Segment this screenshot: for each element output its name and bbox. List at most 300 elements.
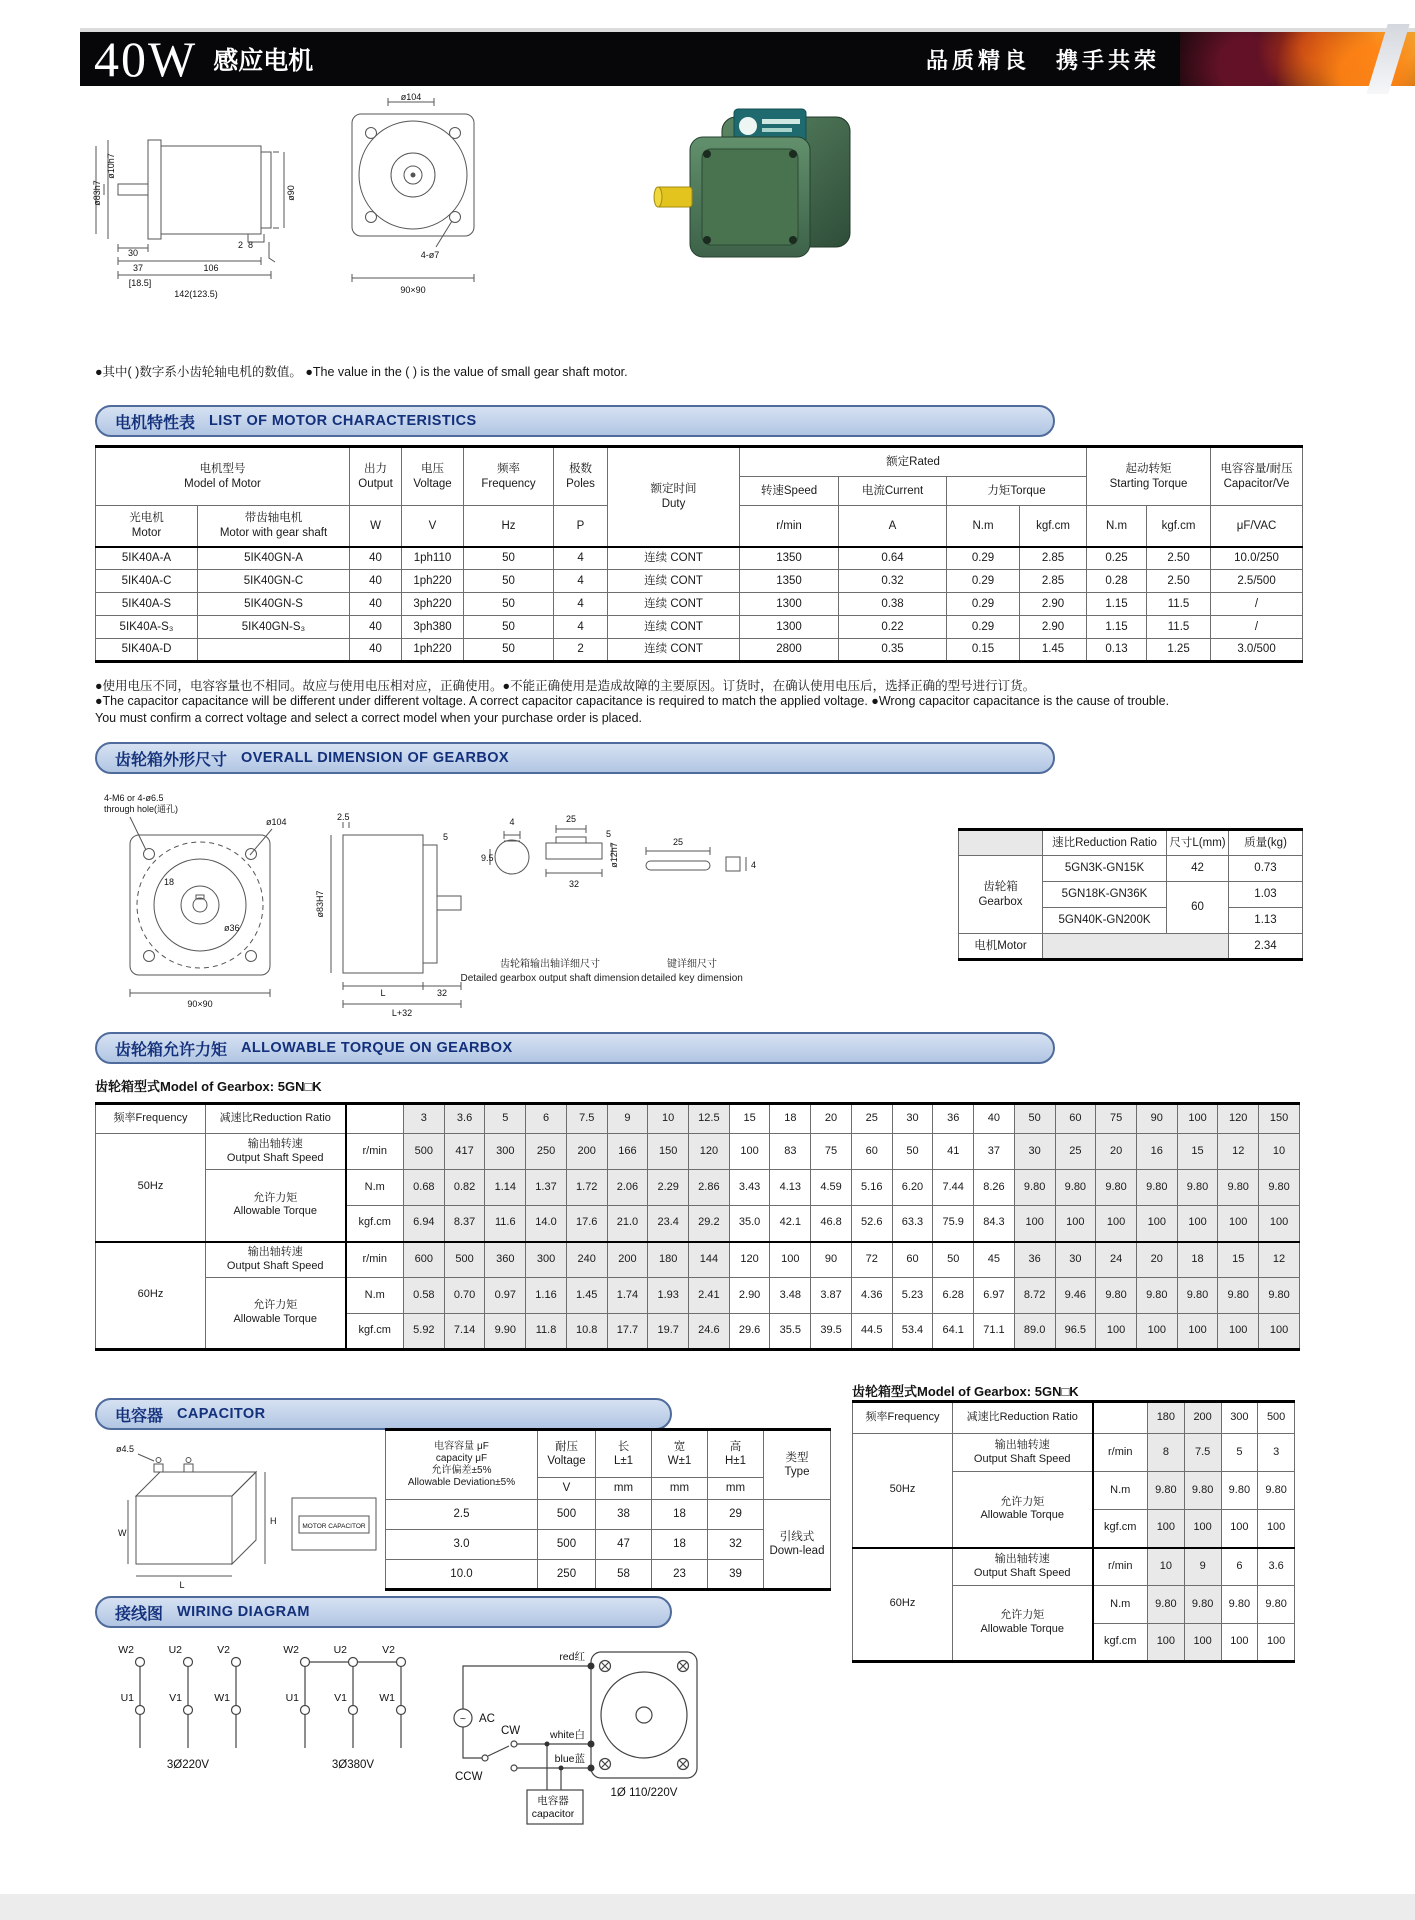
dim-boss-diameter: ø36: [224, 923, 240, 933]
section-title-cn: 电机特性表: [115, 414, 196, 432]
ratio-cell: 60: [1055, 1104, 1096, 1134]
speed-cell: 166: [607, 1134, 648, 1170]
torque-cell: 1.37: [526, 1170, 567, 1206]
speed-cell: 45: [974, 1242, 1015, 1278]
col-header-reduction-ratio: 速比Reduction Ratio: [1043, 830, 1167, 856]
table-cell: 40: [350, 547, 402, 570]
table-cell: 0.22: [839, 616, 947, 639]
dim-shaft-diameter: ø10h7: [106, 153, 116, 179]
speed-cell: 20: [1096, 1134, 1137, 1170]
ratio-cell: 3: [404, 1104, 445, 1134]
ratio-cell: 200: [1184, 1402, 1221, 1434]
speed-row: [96, 1242, 1300, 1278]
torque-cell: 9.46: [1055, 1278, 1096, 1314]
torque-cell: 9.80: [1177, 1170, 1218, 1206]
torque-cell: 100: [1218, 1206, 1259, 1242]
torque-cell: 6.20: [892, 1170, 933, 1206]
dim-mount-holes-2: through hole(通孔): [104, 804, 179, 814]
gearbox-side-view-drawing: [305, 790, 480, 1025]
unit-ufvac: μF/VAC: [1211, 506, 1303, 547]
unit-p: P: [554, 506, 608, 547]
ratio-cell: 12.5: [689, 1104, 730, 1134]
table-cell: 5IK40GN-S₃: [198, 616, 350, 639]
section-title-cn: 齿轮箱允许力矩: [115, 1041, 228, 1059]
terminal-label: W1: [379, 1692, 395, 1704]
gearbox-front-view-drawing: [100, 785, 305, 1030]
table-cell: 40: [350, 593, 402, 616]
dim-shaft-diameter: ø12h7: [609, 842, 619, 868]
dim-5: 5: [443, 832, 449, 842]
torque-cell: 5.92: [404, 1314, 445, 1350]
col-header-voltage: 耐压 Voltage: [538, 1430, 596, 1478]
torque-cell: 4.59: [811, 1170, 852, 1206]
torque-cell: 24.6: [689, 1314, 730, 1350]
table-cell: 1300: [740, 593, 839, 616]
unit-rmin: r/min: [1093, 1548, 1148, 1586]
torque-cell: 100: [1136, 1314, 1177, 1350]
ratio-cell: 500: [1258, 1402, 1295, 1434]
section-header-motor-characteristics: [95, 405, 1055, 437]
table-cell: 3ph220: [402, 593, 464, 616]
torque-cell: 1.16: [526, 1278, 567, 1314]
torque-cell: 9.80: [1258, 1586, 1295, 1624]
speed-row: [853, 1548, 1295, 1586]
gearbox-model: 5GN18K-GN36K: [1043, 882, 1167, 908]
unit-nm: N.m: [346, 1278, 404, 1314]
torque-cell: 52.6: [851, 1206, 892, 1242]
torque-cell: 6.94: [404, 1206, 445, 1242]
table-cell: 18: [652, 1530, 708, 1560]
torque-cell: 100: [1096, 1206, 1137, 1242]
dim-height: H: [270, 1516, 277, 1526]
ratio-cell: 18: [770, 1104, 811, 1134]
unit-rmin: r/min: [740, 506, 839, 547]
torque-cell: 100: [1014, 1206, 1055, 1242]
dim-corner-holes: 4-ø7: [420, 250, 440, 260]
ratio-cell: 40: [974, 1104, 1015, 1134]
torque-cell: 9.80: [1221, 1472, 1258, 1510]
speed-cell: 120: [689, 1134, 730, 1170]
col-header-frequency: 频率Frequency: [96, 1104, 206, 1134]
torque-cell: 1.14: [485, 1170, 526, 1206]
table-cell: 0.25: [1087, 547, 1147, 570]
table-cell: 2.5: [386, 1500, 538, 1530]
section-title-en: CAPACITOR: [177, 1406, 266, 1422]
frequency-cell: 50Hz: [853, 1434, 953, 1548]
ratio-cell: 100: [1177, 1104, 1218, 1134]
speed-cell: 30: [1014, 1134, 1055, 1170]
torque-cell: 10.8: [566, 1314, 607, 1350]
table-cell: 3.0: [386, 1530, 538, 1560]
unit-mm: mm: [652, 1478, 708, 1500]
gearbox-size: 42: [1167, 856, 1229, 882]
table-cell: 3ph380: [402, 616, 464, 639]
table-cell: 250: [538, 1560, 596, 1590]
ratio-cell: 15: [729, 1104, 770, 1134]
page-header: [80, 28, 1415, 86]
table-cell: 1.15: [1087, 593, 1147, 616]
torque-cell: 100: [1177, 1206, 1218, 1242]
table-cell: 50: [464, 616, 554, 639]
table-cell: 38: [596, 1500, 652, 1530]
torque-cell: 1.93: [648, 1278, 689, 1314]
ratio-cell: 180: [1148, 1402, 1185, 1434]
speed-cell: 50: [933, 1242, 974, 1278]
speed-row: [96, 1134, 1300, 1170]
empty-corner-cell: [959, 830, 1043, 856]
allowable-torque-table-high-ratio: [852, 1400, 1295, 1663]
table-cell: 40: [350, 570, 402, 593]
unit-a: A: [839, 506, 947, 547]
torque-cell: 2.41: [689, 1278, 730, 1314]
torque-cell: 63.3: [892, 1206, 933, 1242]
ratio-cell: 10: [648, 1104, 689, 1134]
speed-cell: 41: [933, 1134, 974, 1170]
col-header-width: 宽 W±1: [652, 1430, 708, 1478]
speed-cell: 60: [851, 1134, 892, 1170]
speed-cell: 250: [526, 1134, 567, 1170]
table-cell: 2.5/500: [1211, 570, 1303, 593]
row-header-output-speed: 输出轴转速 Output Shaft Speed: [206, 1242, 346, 1278]
bottom-decoration-band: [0, 1894, 1415, 1920]
torque-cell: 8.37: [444, 1206, 485, 1242]
dim-37: 37: [132, 263, 144, 273]
table-cell: 1350: [740, 547, 839, 570]
motor-table-row: [96, 547, 1303, 570]
speed-cell: 500: [404, 1134, 445, 1170]
unit-nm: N.m: [1093, 1472, 1148, 1510]
table-cell: 1ph220: [402, 570, 464, 593]
dim-32: 32: [568, 879, 580, 889]
torque-cell: 100: [1259, 1314, 1300, 1350]
torque-cell: 100: [1258, 1510, 1295, 1548]
speed-cell: 37: [974, 1134, 1015, 1170]
ratio-cell: 36: [933, 1104, 974, 1134]
torque-cell: 9.80: [1258, 1472, 1295, 1510]
dim-spigot-diameter: ø83H7: [315, 890, 325, 918]
speed-row: [853, 1434, 1295, 1472]
torque-cell: 23.4: [648, 1206, 689, 1242]
table-cell: 0.29: [947, 616, 1020, 639]
cw-label: CW: [501, 1725, 521, 1737]
dim-shaft-length: 30: [127, 248, 139, 258]
torque-cell: 9.80: [1014, 1170, 1055, 1206]
table-cell: 0.35: [839, 639, 947, 662]
table-cell: 11.5: [1147, 616, 1211, 639]
table-cell: 2.50: [1147, 570, 1211, 593]
torque-cell: 9.80: [1184, 1472, 1221, 1510]
capacitor-label-en: capacitor: [531, 1808, 575, 1820]
unit-nm: N.m: [1087, 506, 1147, 547]
table-cell: 连续 CONT: [608, 570, 740, 593]
torque-cell: 0.70: [444, 1278, 485, 1314]
table-cell: 4: [554, 570, 608, 593]
speed-cell: 9: [1184, 1548, 1221, 1586]
speed-cell: 150: [648, 1134, 689, 1170]
dim-18-5: [18.5]: [128, 278, 152, 288]
key-detail-caption: 键详细尺寸 detailed key dimension: [641, 959, 743, 984]
section-header-wiring: [95, 1596, 672, 1628]
col-header-output: 出力 Output: [350, 447, 402, 506]
table-cell: 40: [350, 639, 402, 662]
unit-kgfcm: kgf.cm: [1147, 506, 1211, 547]
torque-cell: 2.86: [689, 1170, 730, 1206]
table-cell: 5IK40GN-S: [198, 593, 350, 616]
unit-rmin: r/min: [1093, 1434, 1148, 1472]
torque-cell: 0.97: [485, 1278, 526, 1314]
motor-weight: 2.34: [1229, 934, 1303, 960]
speed-cell: 15: [1218, 1242, 1259, 1278]
speed-cell: 100: [770, 1242, 811, 1278]
speed-cell: 60: [892, 1242, 933, 1278]
speed-cell: 240: [566, 1242, 607, 1278]
dim-2-5: 2.5: [337, 812, 350, 822]
torque-cell: 6.97: [974, 1278, 1015, 1314]
page-subtitle: 感应电机: [213, 47, 314, 75]
table-cell: 2.85: [1020, 547, 1087, 570]
terminal-label: V1: [169, 1692, 182, 1704]
col-header-rated: 额定Rated: [740, 447, 1087, 477]
parentheses-note: ●其中( )数字系小齿轮轴电机的数值。 ●The value in the ( ) is the value of small gear shaft motor.: [95, 365, 628, 379]
torque-cell: 4.13: [770, 1170, 811, 1206]
wiring-label-1ph: 1Ø 110/220V: [610, 1787, 678, 1799]
dim-mount-holes-1: 4-M6 or 4-ø6.5: [104, 793, 164, 803]
table-cell: 0.29: [947, 593, 1020, 616]
row-header-output-speed: 输出轴转速 Output Shaft Speed: [953, 1548, 1093, 1586]
torque-cell: 89.0: [1014, 1314, 1055, 1350]
ratio-cell: 25: [851, 1104, 892, 1134]
torque-cell: 8.72: [1014, 1278, 1055, 1314]
speed-cell: 100: [729, 1134, 770, 1170]
table-cell: 5IK40A-S: [96, 593, 198, 616]
table-cell: 0.29: [947, 547, 1020, 570]
voltage-note-cn: ●使用电压不同，电容容量也不相同。故应与使用电压相对应，正确使用。●不能正确使用是造成故障的主要原因。订货时，在确认使用电压后，选择正确的型号进行订货。: [95, 679, 1036, 693]
voltage-note-en-2: You must confirm a correct voltage and select a correct model when your purchase order is placed.: [95, 711, 643, 725]
dim-square: 90×90: [187, 999, 213, 1009]
torque-nm-row: [96, 1278, 1300, 1314]
unit-nm: N.m: [947, 506, 1020, 547]
terminal-label: W1: [214, 1692, 230, 1704]
torque-cell: 100: [1221, 1510, 1258, 1548]
ratio-cell: 75: [1096, 1104, 1137, 1134]
col-header-voltage: 电压 Voltage: [402, 447, 464, 506]
speed-cell: 300: [526, 1242, 567, 1278]
col-header-poles: 极数 Poles: [554, 447, 608, 506]
motor-table-row: [96, 593, 1303, 616]
frequency-cell: 50Hz: [96, 1134, 206, 1242]
ac-label: AC: [479, 1713, 495, 1725]
table-cell: 58: [596, 1560, 652, 1590]
unit-mm: mm: [708, 1478, 764, 1500]
unit-kgfcm: kgf.cm: [1093, 1510, 1148, 1548]
speed-cell: 6: [1221, 1548, 1258, 1586]
col-header-height: 高 H±1: [708, 1430, 764, 1478]
table-cell: 5IK40A-D: [96, 639, 198, 662]
torque-cell: 1.74: [607, 1278, 648, 1314]
col-header-capacitor: 电容容量/耐压 Capacitor/Ve: [1211, 447, 1303, 506]
table-cell: 2800: [740, 639, 839, 662]
table-cell: 4: [554, 616, 608, 639]
speed-cell: 10: [1259, 1134, 1300, 1170]
torque-cell: 9.80: [1221, 1586, 1258, 1624]
torque-cell: 3.43: [729, 1170, 770, 1206]
torque-cell: 100: [1258, 1624, 1295, 1662]
gearbox-model-note-2: 齿轮箱型式Model of Gearbox: 5GN□K: [852, 1384, 1079, 1399]
torque-cell: 8.26: [974, 1170, 1015, 1206]
torque-cell: 46.8: [811, 1206, 852, 1242]
ratio-cell: 6: [526, 1104, 567, 1134]
table-cell: 0.32: [839, 570, 947, 593]
table-cell: 10.0: [386, 1560, 538, 1590]
section-title-en: ALLOWABLE TORQUE ON GEARBOX: [241, 1040, 513, 1056]
torque-cell: 9.80: [1096, 1278, 1137, 1314]
table-cell: 1ph220: [402, 639, 464, 662]
table-cell: 连续 CONT: [608, 547, 740, 570]
torque-cell: 2.90: [729, 1278, 770, 1314]
section-title-en: LIST OF MOTOR CHARACTERISTICS: [209, 413, 477, 429]
torque-cell: 9.80: [1177, 1278, 1218, 1314]
torque-cell: 42.1: [770, 1206, 811, 1242]
torque-cell: 100: [1259, 1206, 1300, 1242]
unit-kgfcm: kgf.cm: [1093, 1624, 1148, 1662]
torque-cell: 9.80: [1148, 1472, 1185, 1510]
wiring-label-3ph220: 3Ø220V: [166, 1759, 210, 1771]
row-header-allowable-torque: 允许力矩 Allowable Torque: [953, 1586, 1093, 1662]
dim-bolt-circle: ø104: [400, 92, 422, 102]
torque-cell: 9.80: [1184, 1586, 1221, 1624]
section-header-capacitor: [95, 1398, 672, 1430]
gearbox-size: 60: [1167, 882, 1229, 934]
table-cell: 5IK40A-A: [96, 547, 198, 570]
speed-cell: 200: [566, 1134, 607, 1170]
voltage-note-en-1: ●The capacitor capacitance will be different under different voltage. A correct capacitor capacitance is required to match the applied voltage. ●Wrong capacitor capacitance is the cause of trouble.: [95, 694, 1170, 708]
ratio-cell: 120: [1218, 1104, 1259, 1134]
motor-dimension-front-view: [336, 92, 491, 304]
motor-table-row: [96, 616, 1303, 639]
torque-cell: 6.28: [933, 1278, 974, 1314]
dim-25: 25: [565, 814, 577, 824]
table-cell: /: [1211, 593, 1303, 616]
table-cell: 2.90: [1020, 593, 1087, 616]
speed-cell: 5: [1221, 1434, 1258, 1472]
motor-photo: [650, 95, 870, 295]
speed-cell: 36: [1014, 1242, 1055, 1278]
torque-cell: 39.5: [811, 1314, 852, 1350]
table-cell: 11.5: [1147, 593, 1211, 616]
speed-cell: 3: [1258, 1434, 1295, 1472]
table-cell: 0.29: [947, 570, 1020, 593]
dim-106: 106: [203, 263, 219, 273]
col-header-frequency: 频率Frequency: [853, 1402, 953, 1434]
wire-label-blue: blue蓝: [554, 1753, 585, 1765]
dim-flange-diameter: ø83h7: [92, 180, 102, 206]
speed-cell: 3.6: [1258, 1548, 1295, 1586]
table-cell: 29: [708, 1500, 764, 1530]
unit-kgfcm: kgf.cm: [1020, 506, 1087, 547]
speed-cell: 16: [1136, 1134, 1177, 1170]
torque-cell: 9.80: [1218, 1170, 1259, 1206]
table-cell: 1300: [740, 616, 839, 639]
gearbox-model: 5GN40K-GN200K: [1043, 908, 1167, 934]
torque-cell: 100: [1221, 1624, 1258, 1662]
table-cell: 0.13: [1087, 639, 1147, 662]
dim-2: 2: [238, 240, 244, 250]
unit-nm: N.m: [1093, 1586, 1148, 1624]
col-header-motor: 光电机 Motor: [96, 506, 198, 547]
gearbox-model: 5GN3K-GN15K: [1043, 856, 1167, 882]
col-header-length: 长 L±1: [596, 1430, 652, 1478]
speed-cell: 72: [851, 1242, 892, 1278]
dim-9-5: 9.5: [481, 853, 494, 863]
table-cell: 连续 CONT: [608, 616, 740, 639]
torque-cell: 21.0: [607, 1206, 648, 1242]
table-cell: 0.64: [839, 547, 947, 570]
dim-18: 18: [164, 877, 175, 887]
table-cell: 1.25: [1147, 639, 1211, 662]
speed-cell: 24: [1096, 1242, 1137, 1278]
terminal-label: U1: [120, 1692, 134, 1704]
dim-body-diameter: ø90: [286, 185, 296, 201]
torque-cell: 0.68: [404, 1170, 445, 1206]
speed-cell: 50: [892, 1134, 933, 1170]
speed-cell: 30: [1055, 1242, 1096, 1278]
torque-cell: 100: [1148, 1510, 1185, 1548]
motor-dimension-side-view: [88, 98, 343, 300]
table-cell: 4: [554, 547, 608, 570]
table-cell: 连续 CONT: [608, 639, 740, 662]
torque-cell: 9.80: [1136, 1170, 1177, 1206]
torque-cell: 9.80: [1218, 1278, 1259, 1314]
torque-cell: 100: [1184, 1510, 1221, 1548]
torque-cell: 7.44: [933, 1170, 974, 1206]
col-header-duty: 额定时间 Duty: [608, 447, 740, 547]
table-cell: 10.0/250: [1211, 547, 1303, 570]
dim-key-height: 4: [751, 860, 757, 870]
speed-cell: 300: [485, 1134, 526, 1170]
allowable-torque-table: [95, 1102, 1300, 1351]
dim-8: 8: [248, 240, 254, 250]
unit-rmin: r/min: [346, 1242, 404, 1278]
capacitor-drawing: [100, 1440, 385, 1600]
torque-cell: 17.6: [566, 1206, 607, 1242]
gearbox-size-weight-table: [958, 828, 1303, 961]
table-cell: 50: [464, 547, 554, 570]
speed-cell: 90: [811, 1242, 852, 1278]
section-header-allowable-torque: [95, 1032, 1055, 1064]
torque-cell: 64.1: [933, 1314, 974, 1350]
empty-cell: [1043, 934, 1229, 960]
torque-cell: 100: [1136, 1206, 1177, 1242]
torque-cell: 100: [1184, 1624, 1221, 1662]
capacitor-row: [386, 1500, 831, 1530]
capacitor-type: 引线式 Down-lead: [764, 1500, 831, 1590]
speed-cell: 20: [1136, 1242, 1177, 1278]
speed-cell: 7.5: [1184, 1434, 1221, 1472]
ratio-cell: 3.6: [444, 1104, 485, 1134]
speed-cell: 180: [648, 1242, 689, 1278]
table-cell: 32: [708, 1530, 764, 1560]
torque-cell: 53.4: [892, 1314, 933, 1350]
wire-label-red: red红: [559, 1651, 585, 1663]
dim-width: W: [118, 1528, 127, 1538]
speed-cell: 500: [444, 1242, 485, 1278]
torque-cell: 9.80: [1055, 1170, 1096, 1206]
speed-cell: 417: [444, 1134, 485, 1170]
key-detail-drawing: [628, 795, 763, 955]
capacitor-label-cn: 电容器: [537, 1795, 569, 1807]
table-cell: 1ph110: [402, 547, 464, 570]
ccw-label: CCW: [455, 1771, 483, 1783]
